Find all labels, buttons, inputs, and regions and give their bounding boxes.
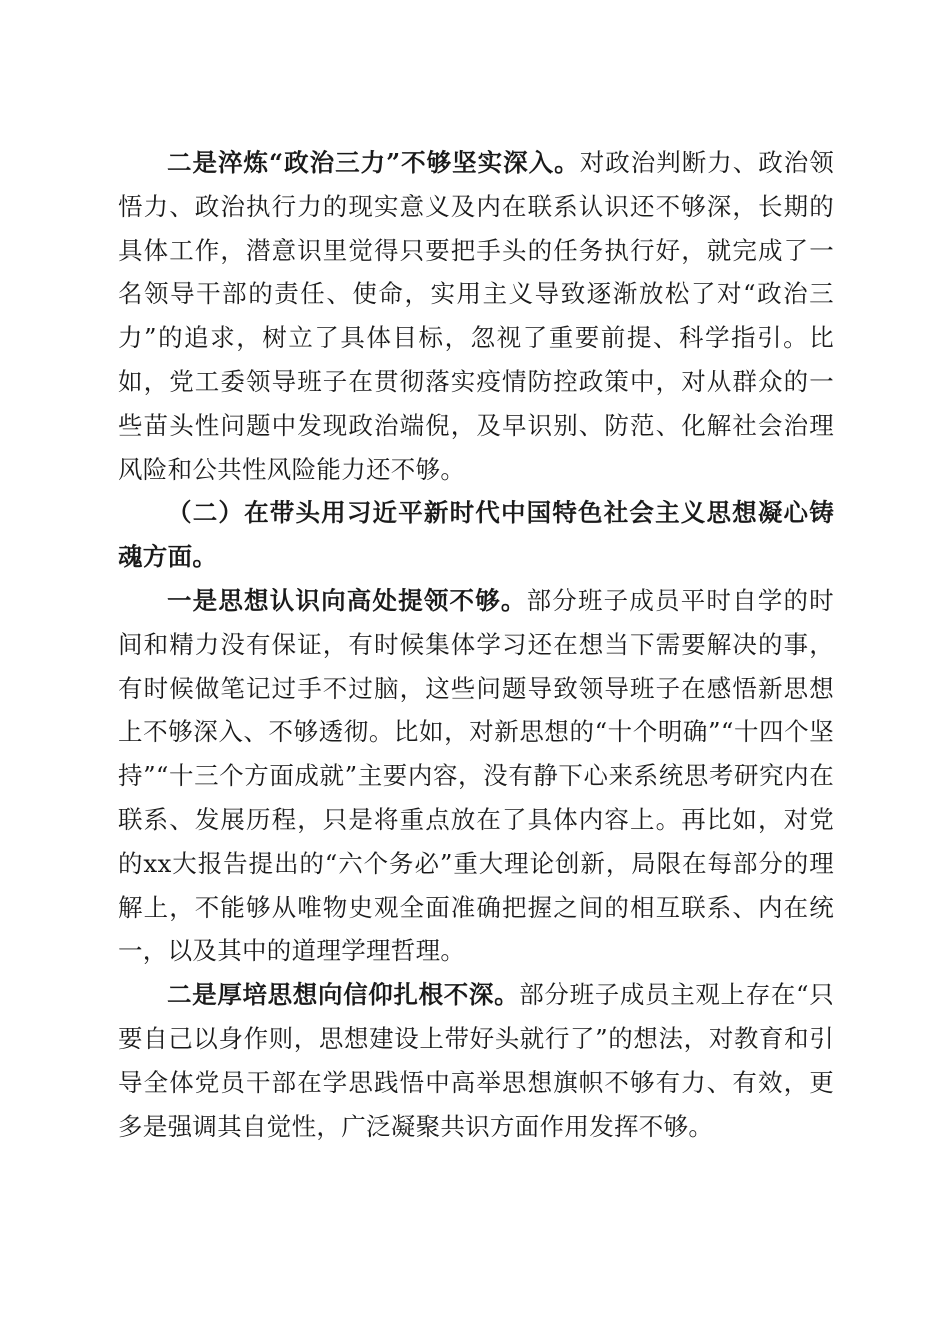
paragraph-thought-understanding (118, 579, 834, 973)
paragraph-body: 对政治判断力、政治领悟力、政治执行力的现实意义及内在联系认识还不够深，长期的具体工作，潜意识里觉得只要把手头的任务执行好，就完成了一名领导干部的责任、使命，实用主义导致逐渐放松了对“政治三力”的追求，树立了具体目标，忽视了重要前提、科学指引。比如，党工委领导班子在贯彻落实疫情防控政策中，对从群众的一些苗头性问题中发现政治端倪，及早识别、防范、化解社会治理风险和公共性风险能力还不够。 (118, 148, 835, 484)
section-heading: （二）在带头用习近平新时代中国特色社会主义思想凝心铸魂方面。 (118, 498, 834, 572)
paragraph-body: 部分班子成员平时自学的时间和精力没有保证，有时候集体学习还在想当下需要解决的事，有时候做笔记过手不过脑，这些问题导致领导班子在感悟新思想上不够深入、不够透彻。比如，对新思想的“十个明确”“十四个坚持”“十三个方面成就”主要内容，没有静下心来系统思考研究内在联系、发展历程，只是将重点放在了具体内容上。再比如，对党的xx大报告提出的“六个务必”重大理论创新，局限在每部分的理解上，不能够从唯物史观全面准确把握之间的相互联系、内在统一，以及其中的道理学理哲理。 (118, 585, 834, 966)
paragraph-political-three-abilities (118, 141, 834, 491)
paragraph-body: 部分班子成员主观上存在“只要自己以身作则，思想建设上带好头就行了”的想法，对教育和引导全体党员干部在学思践悟中高举思想旗帜不够有力、有效，更多是强调其自觉性，广泛凝聚共识方面作用发挥不够。 (118, 980, 834, 1141)
paragraph-lead: 二是厚培思想向信仰扎根不深。 (167, 980, 520, 1010)
paragraph-lead: 一是思想认识向高处提领不够。 (167, 585, 527, 615)
paragraph-thought-belief (118, 973, 834, 1148)
paragraph-lead: 二是淬炼“政治三力”不够坚实深入。 (167, 148, 580, 177)
document-page (118, 141, 834, 1148)
